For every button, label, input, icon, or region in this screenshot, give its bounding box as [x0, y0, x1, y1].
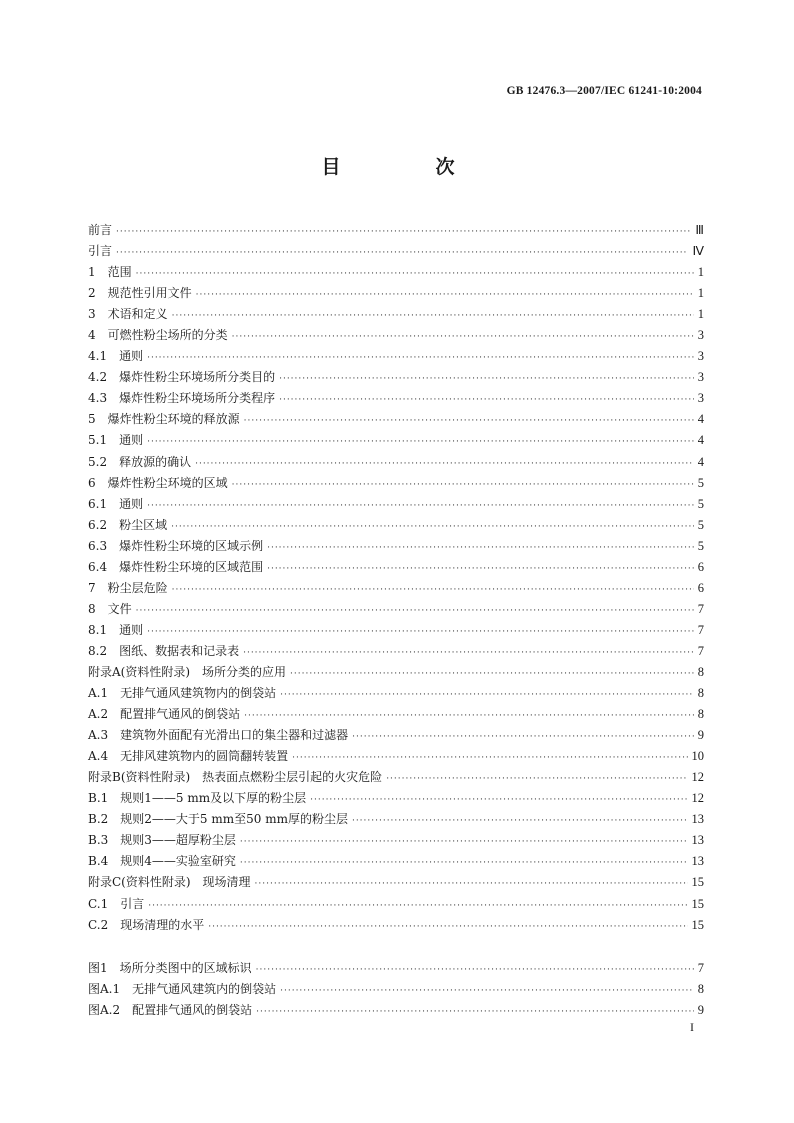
toc-entry-page: 9 [697, 728, 704, 743]
dot-leader [232, 327, 694, 348]
toc-entry[interactable] [88, 388, 704, 409]
dot-leader [280, 981, 694, 1002]
toc-entry-label: 5.2 释放源的确认 [88, 454, 192, 469]
toc-entry-page: 5 [697, 496, 704, 511]
toc-entry-label: 4.2 爆炸性粉尘环境场所分类目的 [88, 370, 276, 385]
toc-entry-page: 3 [697, 370, 704, 385]
toc-entry-page: 15 [691, 896, 704, 911]
toc-entry[interactable] [88, 683, 704, 704]
dot-leader [240, 853, 688, 874]
toc-entry-label: 2 规范性引用文件 [88, 286, 192, 301]
toc-entry-page: 13 [691, 833, 704, 848]
toc-entries [88, 220, 704, 936]
toc-entry-page: 6 [697, 559, 704, 574]
dot-leader [195, 454, 694, 475]
toc-entry[interactable] [88, 641, 704, 662]
toc-entry-label: A.3 建筑物外面配有光滑出口的集尘器和过滤器 [88, 728, 349, 743]
dot-leader [256, 960, 694, 981]
toc-entry[interactable] [88, 220, 704, 241]
toc-entry-page: 1 [697, 307, 704, 322]
dot-leader [147, 496, 694, 517]
toc-entry-page: 7 [697, 622, 704, 637]
figure-entry[interactable] [88, 958, 704, 979]
toc-entry-label: 附录C(资料性附录) 现场清理 [88, 875, 251, 890]
dot-leader [386, 769, 687, 790]
toc-entry-page: 8 [697, 686, 704, 701]
dot-leader [292, 748, 687, 769]
toc-entry-label: 3 术语和定义 [88, 307, 168, 322]
toc-entry[interactable] [88, 409, 704, 430]
toc-entry-label: A.4 无排风建筑物内的圆筒翻转装置 [88, 749, 289, 764]
toc-entry-page: 13 [691, 854, 704, 869]
toc-entry[interactable] [88, 704, 704, 725]
dot-leader [208, 917, 687, 938]
toc-entry-label: B.1 规则1——5 mm及以下厚的粉尘层 [88, 791, 307, 806]
toc-entry[interactable] [88, 473, 704, 494]
toc-entry-label: 8.1 通则 [88, 622, 144, 637]
toc-entry[interactable] [88, 367, 704, 388]
dot-leader [147, 622, 694, 643]
toc-entry-label: 引言 [88, 244, 113, 259]
dot-leader [116, 222, 691, 243]
toc-entry-label: B.3 规则3——超厚粉尘层 [88, 833, 236, 848]
toc-entry-page: 10 [691, 749, 704, 764]
toc-entry-page: Ⅲ [695, 223, 704, 237]
toc-entry-page: 8 [697, 707, 704, 722]
dot-leader [136, 264, 694, 285]
figure-entry-label: 图A.2 配置排气通风的倒袋站 [88, 1002, 253, 1017]
toc-entry-page: 12 [691, 770, 704, 785]
toc-entry[interactable] [88, 515, 704, 536]
dot-leader [240, 832, 688, 853]
dot-leader [256, 1002, 694, 1023]
section-gap [88, 936, 704, 958]
toc-entry-label: C.1 引言 [88, 896, 145, 911]
toc-entry-page: 5 [697, 475, 704, 490]
toc-entry-label: B.2 规则2——大于5 mm至50 mm厚的粉尘层 [88, 812, 348, 827]
figure-entry-page: 8 [697, 981, 704, 996]
toc-entry[interactable] [88, 536, 704, 557]
dot-leader [280, 685, 694, 706]
toc-entry[interactable] [88, 599, 704, 620]
toc-entry-page: 4 [697, 454, 704, 469]
dot-leader [255, 874, 688, 895]
toc-entry-page: 1 [697, 265, 704, 280]
dot-leader [290, 664, 694, 685]
toc-entry[interactable] [88, 809, 704, 830]
dot-leader [116, 243, 688, 264]
toc-entry[interactable] [88, 830, 704, 851]
toc-entry[interactable] [88, 767, 704, 788]
toc-entry[interactable] [88, 557, 704, 578]
toc-entry[interactable] [88, 304, 704, 325]
dot-leader [267, 538, 694, 559]
toc-entry-label: 6.2 粉尘区域 [88, 517, 168, 532]
toc-entry-page: 3 [697, 391, 704, 406]
toc-entry-label: 8.2 图纸、数据表和记录表 [88, 643, 240, 658]
toc-entry-page: 3 [697, 349, 704, 364]
figure-entry-page: 7 [697, 960, 704, 975]
toc-entry[interactable] [88, 620, 704, 641]
toc-entry-label: 8 文件 [88, 601, 132, 616]
toc-entry-label: 5 爆炸性粉尘环境的释放源 [88, 412, 240, 427]
toc-entry[interactable] [88, 851, 704, 872]
figure-entry[interactable] [88, 979, 704, 1000]
toc-entry-page: 5 [697, 538, 704, 553]
toc-entry-page: Ⅳ [692, 244, 704, 259]
toc-entry-label: A.2 配置排气通风的倒袋站 [88, 707, 241, 722]
dot-leader [172, 580, 694, 601]
toc-entry[interactable] [88, 283, 704, 304]
toc-entry-page: 7 [697, 601, 704, 616]
figure-entry-page: 9 [697, 1002, 704, 1017]
toc-entry[interactable] [88, 788, 704, 809]
toc-entry[interactable] [88, 725, 704, 746]
toc-entry-page: 15 [691, 917, 704, 932]
toc-entry-page: 1 [697, 286, 704, 301]
figure-entry-label: 图A.1 无排气通风建筑内的倒袋站 [88, 981, 277, 996]
toc-entry[interactable] [88, 578, 704, 599]
toc-entry-label: 6.3 爆炸性粉尘环境的区域示例 [88, 538, 264, 553]
toc-entry-label: 附录A(资料性附录) 场所分类的应用 [88, 664, 287, 679]
dot-leader [279, 390, 694, 411]
toc-entry-label: 4.1 通则 [88, 349, 144, 364]
toc-entry[interactable] [88, 430, 704, 451]
toc-entry-page: 13 [691, 812, 704, 827]
table-of-contents [88, 220, 704, 1021]
toc-entry-page: 15 [691, 875, 704, 890]
dot-leader [172, 306, 694, 327]
toc-entry[interactable] [88, 915, 704, 936]
dot-leader [279, 369, 694, 390]
dot-leader [352, 811, 688, 832]
toc-entry-page: 4 [697, 412, 704, 427]
toc-entry-page: 8 [697, 664, 704, 679]
toc-entry-label: 6.4 爆炸性粉尘环境的区域范围 [88, 559, 264, 574]
standard-number-header: GB 12476.3—2007/IEC 61241-10:2004 [506, 85, 702, 97]
toc-entry-page: 5 [697, 517, 704, 532]
toc-entry[interactable] [88, 325, 704, 346]
toc-entry-label: 6.1 通则 [88, 496, 144, 511]
toc-entry-page: 6 [697, 580, 704, 595]
page-title: 目 次 [321, 156, 493, 178]
toc-entry-label: 5.1 通则 [88, 433, 144, 448]
dot-leader [244, 706, 694, 727]
toc-entry-label: 1 范围 [88, 265, 132, 280]
dot-leader [136, 601, 694, 622]
page-number: I [690, 1020, 694, 1034]
toc-entry-label: 4 可燃性粉尘场所的分类 [88, 328, 228, 343]
dot-leader [244, 411, 694, 432]
toc-entry[interactable] [88, 746, 704, 767]
toc-entry[interactable] [88, 494, 704, 515]
toc-entry-label: B.4 规则4——实验室研究 [88, 854, 236, 869]
toc-entry-page: 4 [697, 433, 704, 448]
toc-entry-label: 前言 [88, 223, 113, 237]
toc-entry[interactable] [88, 894, 704, 915]
toc-entry-label: C.2 现场清理的水平 [88, 917, 205, 932]
toc-entry[interactable] [88, 262, 704, 283]
dot-leader [171, 517, 694, 538]
dot-leader [147, 348, 694, 369]
toc-entry[interactable] [88, 241, 704, 262]
toc-entry-label: 7 粉尘层危险 [88, 580, 168, 595]
dot-leader [148, 896, 687, 917]
dot-leader [310, 790, 687, 811]
dot-leader [232, 475, 694, 496]
toc-entry-label: 4.3 爆炸性粉尘环境场所分类程序 [88, 391, 276, 406]
figure-entry-label: 图1 场所分类图中的区域标识 [88, 960, 252, 975]
toc-entry[interactable] [88, 346, 704, 367]
toc-entry-label: 附录B(资料性附录) 热表面点燃粉尘层引起的火灾危险 [88, 770, 383, 785]
dot-leader [196, 285, 694, 306]
dot-leader [243, 643, 694, 664]
dot-leader [147, 432, 694, 453]
dot-leader [267, 559, 694, 580]
toc-entry-label: A.1 无排气通风建筑物内的倒袋站 [88, 686, 277, 701]
toc-entry[interactable] [88, 662, 704, 683]
toc-entry[interactable] [88, 872, 704, 893]
toc-entry-label: 6 爆炸性粉尘环境的区域 [88, 475, 228, 490]
figure-entry[interactable] [88, 1000, 704, 1021]
toc-entry-page: 3 [697, 328, 704, 343]
figure-list [88, 958, 704, 1021]
toc-entry-page: 7 [697, 643, 704, 658]
toc-entry[interactable] [88, 452, 704, 473]
toc-entry-page: 12 [691, 791, 704, 806]
dot-leader [352, 727, 694, 748]
